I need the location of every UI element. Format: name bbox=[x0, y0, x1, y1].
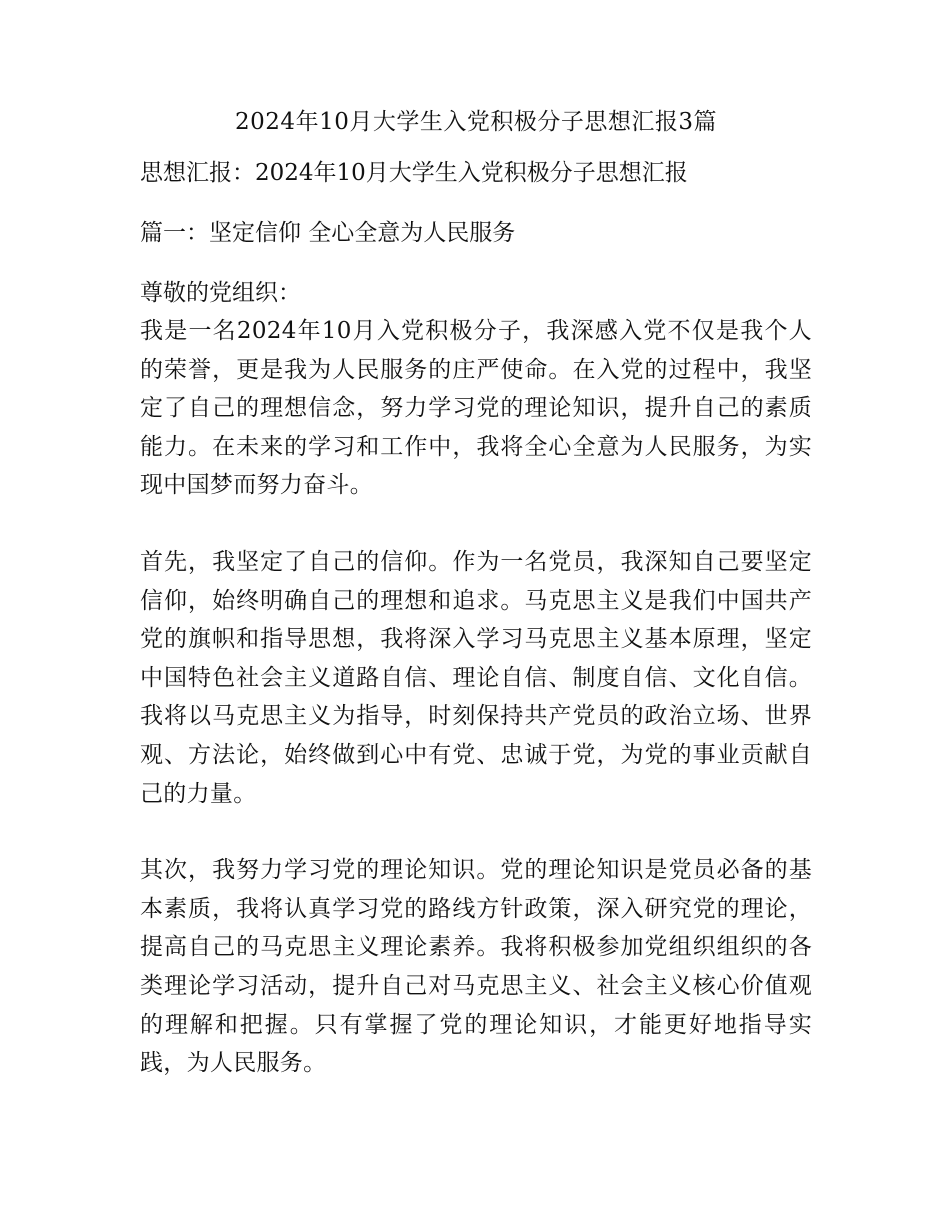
document-page bbox=[140, 98, 812, 1083]
paragraph-3: 其次，我努力学习党的理论知识。党的理论知识是党员必备的基本素质，我将认真学习党的路线方针政策，深入研究党的理论，提高自己的马克思主义理论素养。我将积极参加党组织组织的各类理论学习活动，提升自己对马克思主义、社会主义核心价值观的理解和把握。只有掌握了党的理论知识，才能更好地指导实践，为人民服务。 bbox=[140, 857, 812, 1077]
paragraph-2: 首先，我坚定了自己的信仰。作为一名党员，我深知自己要坚定信仰，始终明确自己的理想和追求。马克思主义是我们中国共产党的旗帜和指导思想，我将深入学习马克思主义基本原理，坚定中国特色社会主义道路自信、理论自信、制度自信、文化自信。我将以马克思主义为指导，时刻保持共产党员的政治立场、世界观、方法论，始终做到心中有党、忠诚于党，为党的事业贡献自己的力量。 bbox=[140, 548, 812, 807]
section-heading: 篇一：坚定信仰 全心全意为人民服务 bbox=[140, 220, 516, 246]
document-subtitle: 思想汇报：2024年10月大学生入党积极分子思想汇报 bbox=[140, 160, 688, 186]
paragraph-1: 我是一名2024年10月入党积极分子，我深感入党不仅是我个人的荣誉，更是我为人民服务的庄严使命。在入党的过程中，我坚定了自己的理想信念，努力学习党的理论知识，提升自己的素质能力。在未来的学习和工作中，我将全心全意为人民服务，为实现中国梦而努力奋斗。 bbox=[140, 318, 812, 499]
salutation: 尊敬的党组织： bbox=[140, 280, 301, 306]
body-text bbox=[140, 312, 812, 1083]
document-title: 2024年10月大学生入党积极分子思想汇报3篇 bbox=[235, 109, 717, 135]
